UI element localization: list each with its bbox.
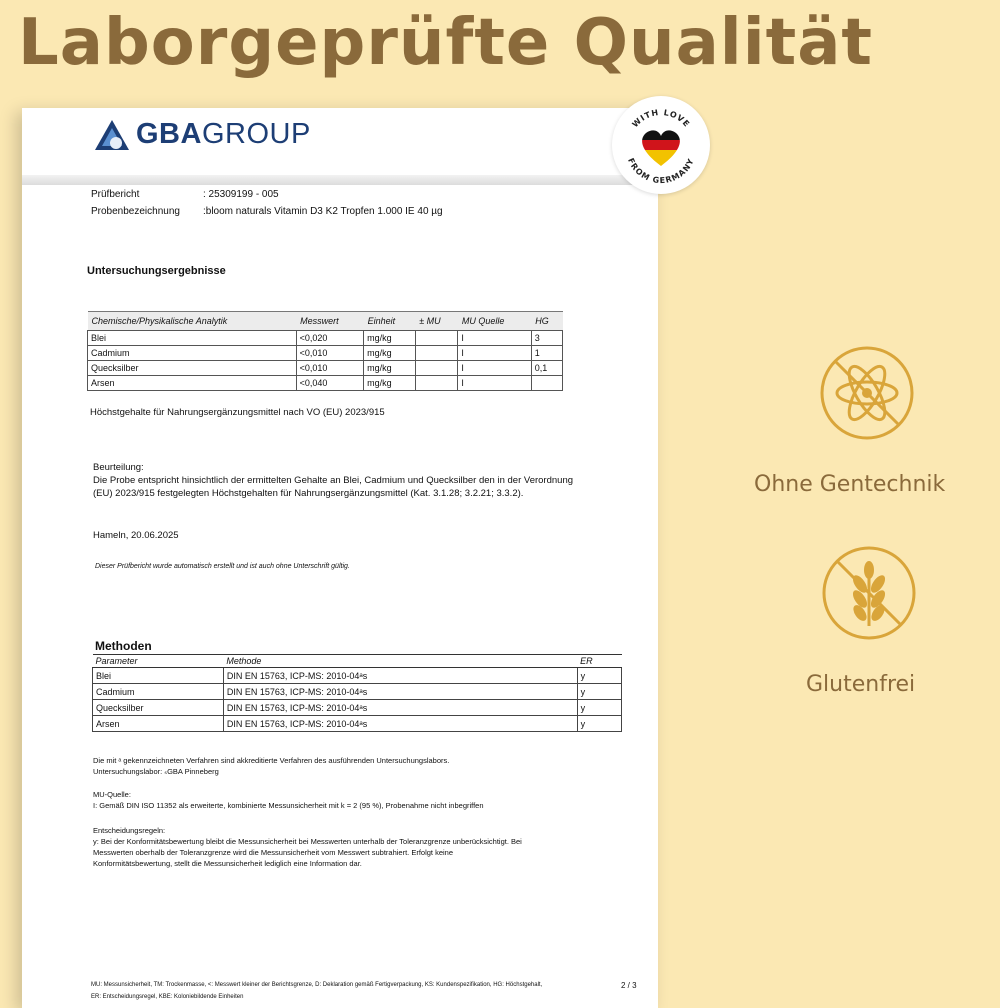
- results-title: Untersuchungsergebnisse: [87, 265, 226, 277]
- methods-row: [93, 668, 622, 684]
- results-cell: 0,1: [531, 361, 562, 376]
- results-cell: I: [458, 331, 531, 346]
- gba-logo-icon: [94, 119, 130, 151]
- methods-header-cell: ER: [577, 655, 621, 668]
- results-cell: [415, 361, 458, 376]
- methods-header-cell: Parameter: [93, 655, 224, 668]
- results-cell: <0,040: [296, 376, 364, 391]
- results-cell: <0,010: [296, 346, 364, 361]
- accredited-note: Die mit ᵃ gekennzeichneten Verfahren sind akkreditierte Verfahren des ausführenden Untersuchungslabors.: [93, 756, 450, 765]
- footer-legend: [91, 979, 542, 1003]
- decision-rules-label: Entscheidungsregeln:: [93, 826, 166, 835]
- svg-text:WITH LOVE: [630, 108, 691, 129]
- results-cell: 3: [531, 331, 562, 346]
- place-date: Hameln, 20.06.2025: [93, 530, 179, 541]
- methods-row: [93, 700, 622, 716]
- logo-bold-text: GBA: [136, 118, 202, 150]
- results-header-cell: HG: [531, 312, 562, 331]
- results-row: [88, 346, 563, 361]
- results-header-cell: ± MU: [415, 312, 458, 331]
- automatic-note: Dieser Prüfbericht wurde automatisch erstellt und ist auch ohne Unterschrift gültig.: [95, 563, 350, 570]
- mu-label: MU-Quelle:: [93, 790, 131, 799]
- lab-note: Untersuchungslabor: ₛGBA Pinneberg: [93, 767, 219, 776]
- no-gmo-atom-icon: [818, 344, 916, 442]
- results-cell: 1: [531, 346, 562, 361]
- sample-name-label: Probenbezeichnung: [91, 206, 180, 217]
- german-flag-heart-icon: [612, 96, 710, 194]
- assessment-line-2: (EU) 2023/915 festgelegten Höchstgehalten für Nahrungsergänzungsmittel (Kat. 3.1.28; 3.2.21; 3.3.2).: [93, 488, 524, 499]
- decision-rules-line-3: Konformitätsbewertung, stellt die Messunsicherheit lediglich eine Information dar.: [93, 859, 362, 868]
- sample-name-row: [91, 206, 443, 217]
- results-cell: Arsen: [88, 376, 297, 391]
- results-header-cell: Chemische/Physikalische Analytik: [88, 312, 297, 331]
- feature-label-no-gmo: Ohne Gentechnik: [754, 472, 946, 497]
- feature-label-gluten-free: Glutenfrei: [806, 672, 916, 697]
- results-row: [88, 331, 563, 346]
- results-cell: <0,010: [296, 361, 364, 376]
- methods-cell: DIN EN 15763, ICP-MS: 2010-04ᵃs: [223, 684, 577, 700]
- made-in-germany-badge: [612, 96, 710, 194]
- methods-cell: Cadmium: [93, 684, 224, 700]
- footer-line-2: ER: Entscheidungsregel, KBE: Koloniebildende Einheiten: [91, 994, 244, 1000]
- results-row: [88, 361, 563, 376]
- decision-rules-line-1: y: Bei der Konformitätsbewertung bleibt die Messunsicherheit bei Messwerten unterhalb der Toleranzgrenze unberücksichtigt. Bei: [93, 837, 522, 846]
- sample-name-value: :bloom naturals Vitamin D3 K2 Tropfen 1.000 IE 40 µg: [203, 206, 443, 217]
- report-number-value: : 25309199 - 005: [203, 189, 279, 200]
- header-divider: [22, 175, 658, 185]
- methods-cell: DIN EN 15763, ICP-MS: 2010-04ᵃs: [223, 716, 577, 732]
- decision-rules-line-2: Messwerten oberhalb der Toleranzgrenze wird die Messunsicherheit vom Messwert subtrahiert. Erfolgt keine: [93, 848, 454, 857]
- accredited-block: [93, 755, 449, 777]
- report-number-label: Prüfbericht: [91, 189, 140, 200]
- assessment-label: Beurteilung:: [93, 462, 144, 473]
- results-header-cell: Messwert: [296, 312, 364, 331]
- results-cell: mg/kg: [364, 346, 416, 361]
- results-row: [88, 376, 563, 391]
- gluten-free-wheat-icon: [820, 544, 918, 642]
- report-number-row: [91, 189, 279, 200]
- methods-cell: Blei: [93, 668, 224, 684]
- results-cell: <0,020: [296, 331, 364, 346]
- decision-rules-block: [93, 825, 522, 869]
- methods-cell: y: [577, 700, 621, 716]
- results-cell: Cadmium: [88, 346, 297, 361]
- gba-group-logo: [94, 118, 311, 151]
- methods-row: [93, 716, 622, 732]
- results-cell: [415, 331, 458, 346]
- mu-block: [93, 789, 484, 811]
- results-table: [87, 311, 563, 391]
- results-cell: mg/kg: [364, 331, 416, 346]
- headline: Laborgeprüfte Qualität: [18, 6, 873, 80]
- methods-cell: DIN EN 15763, ICP-MS: 2010-04ᵃs: [223, 668, 577, 684]
- methods-table: [92, 654, 622, 732]
- results-cell: [415, 376, 458, 391]
- results-cell: [531, 376, 562, 391]
- methods-title: Methoden: [95, 639, 152, 653]
- results-cell: mg/kg: [364, 376, 416, 391]
- assessment-block: [93, 461, 573, 500]
- results-cell: I: [458, 376, 531, 391]
- results-header-cell: MU Quelle: [458, 312, 531, 331]
- results-cell: [415, 346, 458, 361]
- assessment-line-1: Die Probe entspricht hinsichtlich der ermittelten Gehalte an Blei, Cadmium und Quecksilber den in der Verordnung: [93, 475, 574, 486]
- results-cell: mg/kg: [364, 361, 416, 376]
- methods-cell: DIN EN 15763, ICP-MS: 2010-04ᵃs: [223, 700, 577, 716]
- results-cell: I: [458, 346, 531, 361]
- badge-bottom-text: FROM GERMANY: [626, 156, 696, 186]
- results-header-cell: Einheit: [364, 312, 416, 331]
- methods-cell: Arsen: [93, 716, 224, 732]
- results-cell: Blei: [88, 331, 297, 346]
- methods-header-cell: Methode: [223, 655, 577, 668]
- methods-cell: Quecksilber: [93, 700, 224, 716]
- page-number: 2 / 3: [621, 981, 637, 990]
- mu-text: I: Gemäß DIN ISO 11352 als erweiterte, kombinierte Messunsicherheit mit k = 2 (95 %), Probenahme nicht inbegriffen: [93, 801, 484, 810]
- limits-note: Höchstgehalte für Nahrungsergänzungsmittel nach VO (EU) 2023/915: [90, 407, 385, 418]
- methods-cell: y: [577, 668, 621, 684]
- methods-row: [93, 684, 622, 700]
- methods-cell: y: [577, 716, 621, 732]
- methods-cell: y: [577, 684, 621, 700]
- results-cell: I: [458, 361, 531, 376]
- footer-line-1: MU: Messunsicherheit, TM: Trockenmasse, <: Messwert kleiner der Berichtsgrenze, D: Deklaration gemäß Fertigverpackung, KS: Kundenspezifikation, HG: Höchstgehalt,: [91, 982, 543, 988]
- results-cell: Quecksilber: [88, 361, 297, 376]
- badge-top-text: WITH LOVE: [630, 107, 692, 130]
- lab-report-document: [22, 108, 658, 1008]
- logo-light-text: GROUP: [201, 118, 311, 150]
